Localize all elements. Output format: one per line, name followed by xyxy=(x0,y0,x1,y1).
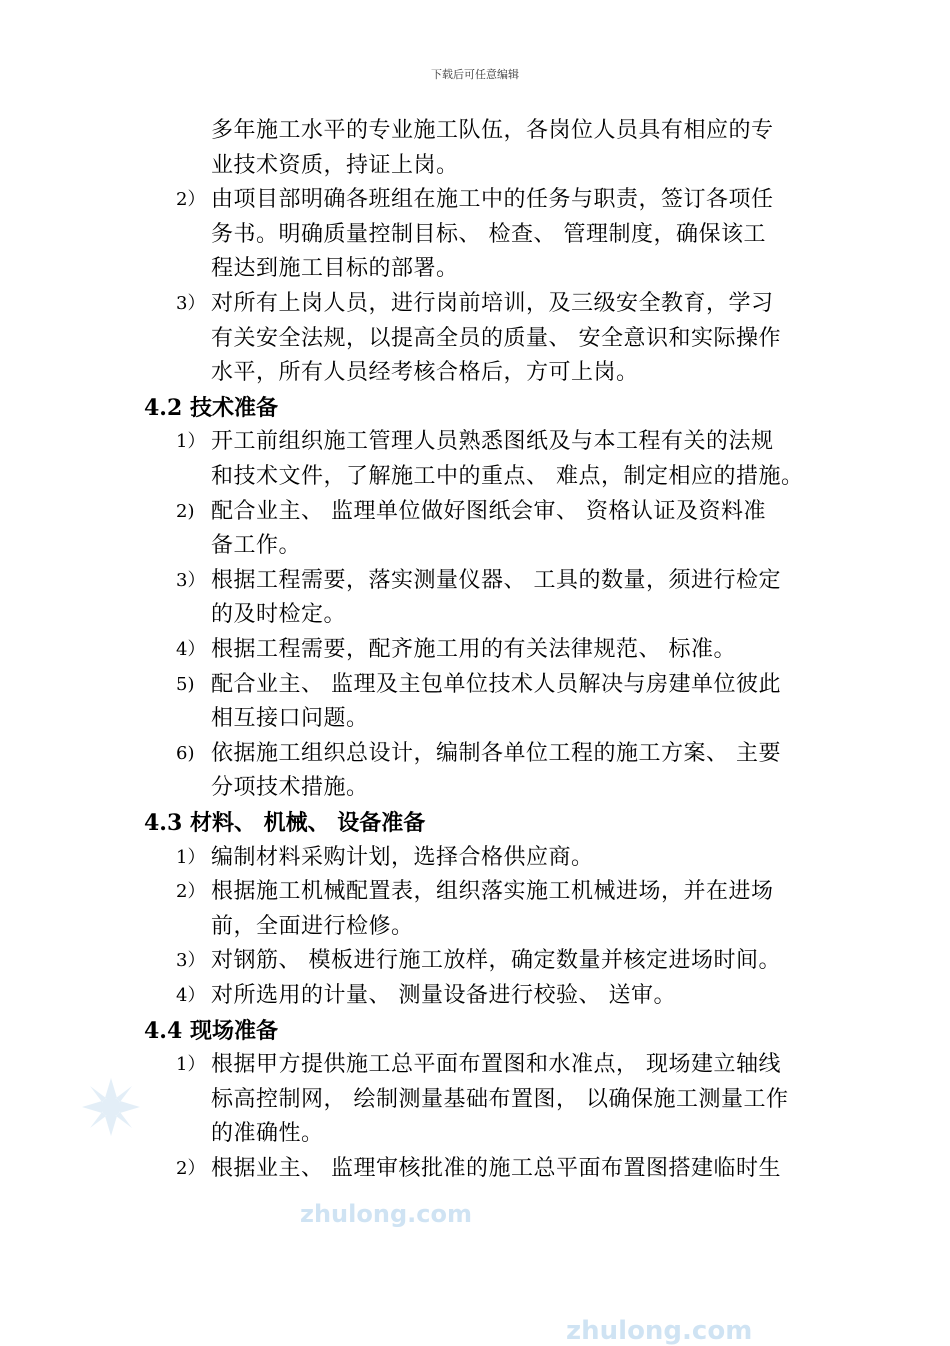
list-item-number: 2） xyxy=(176,189,206,211)
section-heading-text: 技术准备 xyxy=(189,395,278,421)
watermark-logo-icon xyxy=(80,1076,142,1138)
list-item-line: 根据工程需要，落实测量仪器、 工具的数量，须进行检定 xyxy=(211,567,781,593)
list-item-line: 对所选用的计量、 测量设备进行校验、 送审。 xyxy=(211,983,676,1008)
list-item-number: 4） xyxy=(176,639,206,660)
list-item-line: 编制材料采购计划，选择合格供应商。 xyxy=(211,844,594,870)
section-heading xyxy=(144,810,425,837)
list-item-number: 1） xyxy=(176,846,206,868)
watermark-text-2: zhulong.com xyxy=(566,1316,753,1346)
list-item-number: 2) xyxy=(176,500,195,522)
list-item-number: 6) xyxy=(176,742,195,764)
list-item-line: 依据施工组织总设计，编制各单位工程的施工方案、 主要 xyxy=(211,740,781,766)
list-item-number: 1） xyxy=(176,431,206,453)
list-item-number: 5) xyxy=(176,673,195,695)
list-item-line: 备工作。 xyxy=(211,533,302,559)
list-item-line: 的及时检定。 xyxy=(211,602,347,628)
list-item-line: 和技术文件，了解施工中的重点、 难点，制定相应的措施。 xyxy=(211,464,804,489)
list-item-line: 程达到施工目标的部署。 xyxy=(211,256,459,282)
list-item-line: 根据甲方提供施工总平面布置图和水准点， 现场建立轴线 xyxy=(211,1052,781,1078)
list-item-line: 配合业主、 监理及主包单位技术人员解决与房建单位彼此 xyxy=(211,671,781,697)
section-heading-text: 材料、 机械、 设备准备 xyxy=(189,811,426,836)
section-heading-text: 现场准备 xyxy=(189,1018,278,1044)
section-heading-number: 4.3 xyxy=(144,810,183,836)
list-item-line: 根据施工机械配置表，组织落实施工机械进场，并在进场 xyxy=(211,879,774,905)
page-header: 下载后可任意编辑 xyxy=(431,68,519,81)
list-item-number: 3） xyxy=(176,293,206,314)
list-item-line: 开工前组织施工管理人员熟悉图纸及与本工程有关的法规 xyxy=(211,429,774,455)
list-item-number: 2） xyxy=(176,881,206,903)
list-item-number: 2） xyxy=(176,1158,206,1179)
list-item-number: 3） xyxy=(176,569,206,591)
list-item-line: 务书。明确质量控制目标、 检查、 管理制度，确保该工 xyxy=(211,221,766,247)
list-item-line: 对钢筋、 模板进行施工放样，确定数量并核定进场时间。 xyxy=(211,948,781,974)
list-item-line: 前，全面进行检修。 xyxy=(211,913,414,939)
section-heading xyxy=(144,395,278,422)
list-item-line: 对所有上岗人员，进行岗前培训，及三级安全教育，学习 xyxy=(211,291,774,316)
list-item-line: 配合业主、 监理单位做好图纸会审、 资格认证及资料准 xyxy=(211,498,766,524)
section-heading xyxy=(144,1018,278,1045)
list-item-line: 多年施工水平的专业施工队伍，各岗位人员具有相应的专 xyxy=(211,118,774,143)
list-item-line: 由项目部明确各班组在施工中的任务与职责，签订各项任 xyxy=(211,187,774,213)
list-item-line: 分项技术措施。 xyxy=(211,775,369,801)
section-heading-number: 4.4 xyxy=(144,1017,183,1044)
list-item-line: 相互接口问题。 xyxy=(211,706,369,732)
list-item-line: 的准确性。 xyxy=(211,1121,324,1147)
list-item-line: 业技术资质，持证上岗。 xyxy=(211,152,459,178)
list-item-line: 有关安全法规，以提高全员的质量、 安全意识和实际操作 xyxy=(211,325,781,351)
list-item-line: 根据工程需要，配齐施工用的有关法律规范、 标准。 xyxy=(211,637,736,662)
list-item-line: 标高控制网， 绘制测量基础布置图， 以确保施工测量工作 xyxy=(211,1086,789,1112)
list-item-number: 3） xyxy=(176,950,206,972)
list-item-line: 根据业主、 监理审核批准的施工总平面布置图搭建临时生 xyxy=(211,1156,781,1181)
list-item-line: 水平，所有人员经考核合格后，方可上岗。 xyxy=(211,360,639,386)
watermark-text-1: zhulong.com xyxy=(300,1200,472,1228)
list-item-number: 4） xyxy=(176,985,206,1006)
list-item-number: 1） xyxy=(176,1054,206,1076)
section-heading-number: 4.2 xyxy=(144,394,183,421)
